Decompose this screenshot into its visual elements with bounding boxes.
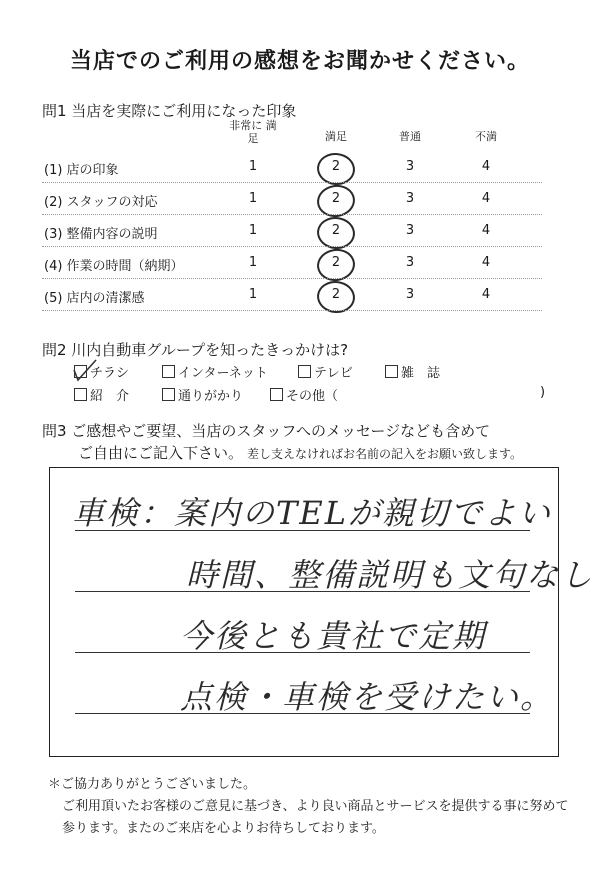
rating-option[interactable]: 2 [331, 287, 341, 302]
rating-option[interactable]: 2 [331, 255, 341, 270]
q1-row-label: (2) スタッフの対応 [44, 195, 158, 210]
rating-option[interactable]: 2 [331, 159, 341, 174]
rating-option[interactable]: 4 [481, 159, 491, 174]
header-dissatisfied: 不満 [475, 130, 497, 143]
header-normal: 普通 [399, 130, 421, 143]
option-passing-by[interactable]: 通りがかり [162, 385, 243, 404]
rating-option[interactable]: 1 [248, 223, 258, 238]
rating-option[interactable]: 3 [405, 191, 415, 206]
handwritten-comment-line: 車検：案内のTELが親切でよい [72, 494, 552, 532]
question-3-note: 差し支えなければお名前の記入をお願い致します。 [247, 447, 523, 461]
other-close-paren: ) [540, 385, 546, 400]
q1-row-label: (5) 店内の清潔感 [44, 291, 145, 306]
option-internet[interactable]: インターネット [162, 362, 268, 381]
question-3-label-line2: ご自由にご記入下さい。 [78, 444, 244, 462]
row-divider [42, 278, 542, 279]
handwritten-comment-line: 今後とも貴社で定期 [180, 617, 487, 655]
rating-option[interactable]: 3 [405, 287, 415, 302]
header-very-satisfied: 非常に 満足 [229, 119, 277, 145]
row-divider [42, 310, 542, 311]
rating-option[interactable]: 4 [481, 287, 491, 302]
checkbox-other[interactable] [270, 388, 283, 401]
rating-option[interactable]: 3 [405, 255, 415, 270]
option-tv[interactable]: テレビ [298, 362, 353, 381]
page-title: 当店でのご利用の感想をお聞かせください。 [69, 49, 530, 74]
checkbox-tv[interactable] [298, 365, 311, 378]
rating-option[interactable]: 1 [248, 255, 258, 270]
option-magazine[interactable]: 雑 誌 [385, 362, 440, 381]
checkbox-magazine[interactable] [385, 365, 398, 378]
question-3-label: 問3 ご感想やご要望、当店のスタッフへのメッセージなども含めて [42, 422, 491, 440]
handwritten-comment-line: 点検・車検を受けたい。 [180, 678, 555, 716]
rating-option[interactable]: 4 [481, 223, 491, 238]
checkbox-internet[interactable] [162, 365, 175, 378]
rating-option[interactable]: 4 [481, 255, 491, 270]
question-2-label: 問2 川内自動車グループを知ったきっかけは? [42, 341, 349, 359]
q1-row-label: (4) 作業の時間（納期） [44, 259, 184, 274]
footer-message-line2: 参ります。またのご来店を心よりお待ちしております。 [62, 821, 385, 836]
question-1-label: 問1 当店を実際にご利用になった印象 [42, 102, 297, 120]
rating-option[interactable]: 1 [248, 191, 258, 206]
rating-option[interactable]: 2 [331, 191, 341, 206]
row-divider [42, 246, 542, 247]
rating-option[interactable]: 4 [481, 191, 491, 206]
rating-option[interactable]: 2 [331, 223, 341, 238]
row-divider [42, 214, 542, 215]
checkbox-referral[interactable] [74, 388, 87, 401]
option-referral[interactable]: 紹 介 [74, 385, 129, 404]
footer-thanks: ＊ご協力ありがとうございました。 [48, 777, 257, 792]
handwritten-comment-line: 時間、整備説明も文句なし [186, 556, 595, 594]
check-mark-icon [68, 356, 102, 384]
rating-option[interactable]: 3 [405, 159, 415, 174]
header-satisfied: 満足 [325, 130, 347, 143]
rating-option[interactable]: 1 [248, 287, 258, 302]
option-flyer[interactable]: チラシ [74, 362, 129, 381]
rating-option[interactable]: 3 [405, 223, 415, 238]
rating-option[interactable]: 1 [248, 159, 258, 174]
question-3-instructions [78, 442, 522, 463]
row-divider [42, 182, 542, 183]
footer-message-line1: ご利用頂いたお客様のご意見に基づき、より良い商品とサービスを提供する事に努めて [62, 799, 569, 814]
q1-row-label: (1) 店の印象 [44, 163, 119, 178]
checkbox-passing-by[interactable] [162, 388, 175, 401]
option-other[interactable]: その他（ [270, 385, 338, 404]
q1-row-label: (3) 整備内容の説明 [44, 227, 158, 242]
